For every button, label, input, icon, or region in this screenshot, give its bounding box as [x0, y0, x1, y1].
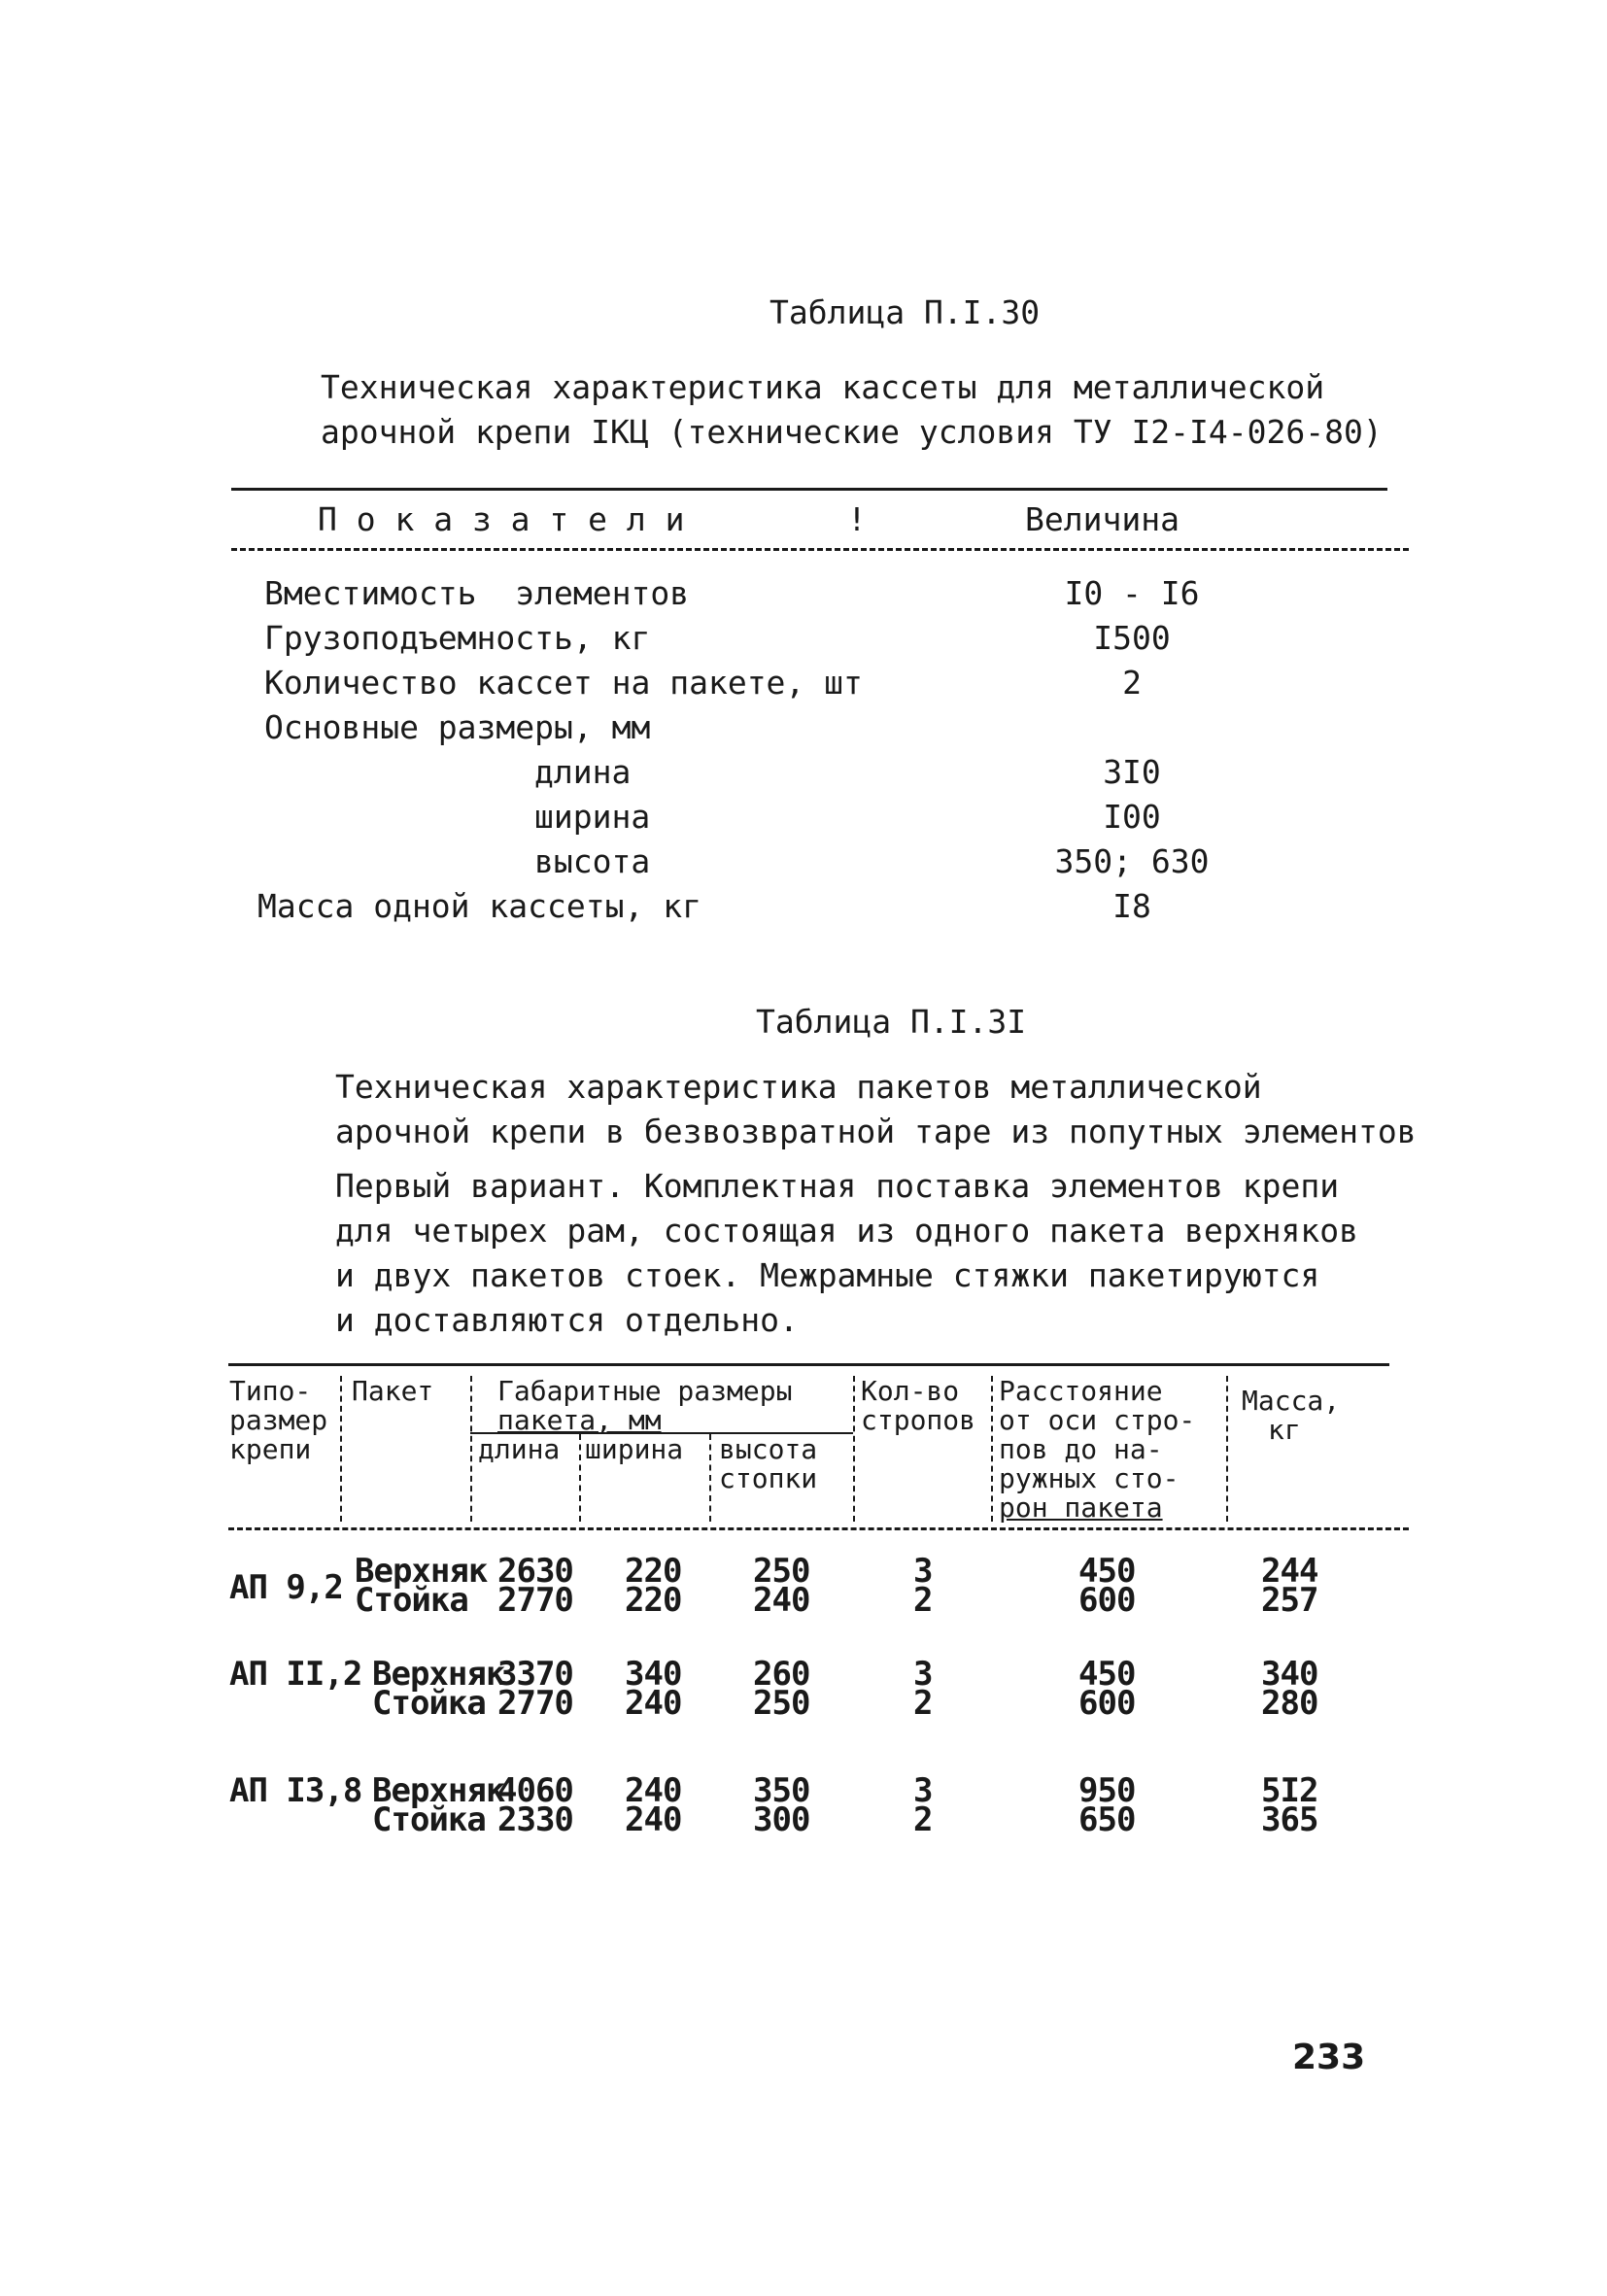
table2-slings: 3	[913, 1771, 933, 1810]
table2-header-size-3: крепи	[229, 1433, 312, 1465]
table2-width: 340	[625, 1655, 682, 1694]
table2-title: Таблица П.I.3I	[756, 1003, 1027, 1041]
table1-top-rule	[231, 488, 1387, 491]
table2-height: 260	[753, 1655, 810, 1694]
table1-row-label: высота	[534, 842, 651, 880]
table2-height: 350	[753, 1771, 810, 1810]
table2-size: АП I3,8	[229, 1771, 362, 1810]
table2-distance: 600	[1078, 1581, 1136, 1620]
table2-width: 220	[625, 1552, 682, 1591]
table2-distance: 950	[1078, 1771, 1136, 1810]
table2-package: Стойка	[372, 1800, 486, 1839]
table1-row-value: I0 - I6	[1064, 574, 1200, 612]
table2-width: 240	[625, 1771, 682, 1810]
table2-height: 250	[753, 1552, 810, 1591]
table2-top-rule	[228, 1363, 1389, 1366]
table2-height: 250	[753, 1684, 810, 1723]
table1-caption-line2: арочной крепи IКЦ (технические условия ТУ I2-I4-026-80)	[321, 413, 1383, 451]
table2-slings: 2	[913, 1581, 933, 1620]
table2-note-line: для четырех рам, состоящая из одного пакета верхняков	[335, 1212, 1358, 1250]
table2-mass: 257	[1261, 1581, 1318, 1620]
table2-header-height-2: стопки	[719, 1462, 818, 1494]
table1-header-value: Величина	[1025, 500, 1180, 538]
table1-row-value: 350; 630	[1054, 842, 1210, 880]
table1-row-label: ширина	[534, 798, 651, 836]
table2-subheader-rule	[470, 1432, 853, 1434]
page-number: 233	[1292, 2038, 1366, 2077]
table1-caption-line1: Техническая характеристика кассеты для металлической	[321, 368, 1325, 406]
table2-col-divider	[709, 1434, 711, 1522]
table2-length: 2630	[497, 1552, 573, 1591]
table2-mass: 244	[1261, 1552, 1318, 1591]
table2-header-slings-1: Кол-во	[861, 1375, 960, 1407]
table2-header-distance-2: от оси стро-	[999, 1404, 1196, 1436]
table2-slings: 2	[913, 1800, 933, 1839]
table2-col-divider	[853, 1376, 855, 1522]
table2-length: 3370	[497, 1655, 573, 1694]
table2-mass: 5I2	[1261, 1771, 1318, 1810]
table2-header-length: длина	[478, 1433, 561, 1465]
table2-width: 220	[625, 1581, 682, 1620]
table1-row-value: 3I0	[1103, 753, 1161, 791]
table2-mass: 280	[1261, 1684, 1318, 1723]
table2-distance: 450	[1078, 1655, 1136, 1694]
table2-mass: 365	[1261, 1800, 1318, 1839]
table1-header-separator: !	[847, 500, 867, 538]
table1-row-label: Грузоподъемность, кг	[264, 619, 651, 657]
table1-header-rule	[231, 548, 1409, 551]
table1-row-value: I500	[1093, 619, 1171, 657]
table2-note-line: Первый вариант. Комплектная поставка элементов крепи	[335, 1167, 1340, 1205]
table2-size: АП 9,2	[229, 1568, 343, 1607]
table2-caption-line1: Техническая характеристика пакетов металлической	[335, 1068, 1262, 1106]
table2-package: Верхняк	[372, 1771, 505, 1810]
table2-length: 4060	[497, 1771, 573, 1810]
table2-header-slings-2: стропов	[861, 1404, 976, 1436]
table2-note-line: и двух пакетов стоек. Межрамные стяжки пакетируются	[335, 1256, 1320, 1294]
table1-row-label: Количество кассет на пакете, шт	[264, 664, 863, 702]
table2-width: 240	[625, 1800, 682, 1839]
table2-slings: 2	[913, 1684, 933, 1723]
table1-row-value: I8	[1112, 887, 1151, 925]
table1-row-label: Вместимость элементов	[264, 574, 690, 612]
table1-title: Таблица П.I.30	[769, 293, 1041, 331]
table1-row-label: Масса одной кассеты, кг	[257, 887, 701, 925]
table2-header-mass-1: Масса,	[1242, 1385, 1341, 1417]
table2-header-distance-3: пов до на-	[999, 1433, 1163, 1465]
table2-caption-line2: арочной крепи в безвозвратной таре из попутных элементов	[335, 1113, 1417, 1150]
table2-header-package: Пакет	[352, 1375, 434, 1407]
table2-distance: 650	[1078, 1800, 1136, 1839]
table2-size: АП II,2	[229, 1655, 362, 1694]
table2-header-size-2: размер	[229, 1404, 328, 1436]
table2-slings: 3	[913, 1552, 933, 1591]
table2-header-distance-5: рон пакета	[999, 1491, 1163, 1524]
table2-package: Стойка	[355, 1581, 468, 1620]
table2-length: 2770	[497, 1684, 573, 1723]
table2-header-height-1: высота	[719, 1433, 818, 1465]
table2-slings: 3	[913, 1655, 933, 1694]
table2-col-divider	[991, 1376, 993, 1522]
table1-row-label: Основные размеры, мм	[264, 708, 651, 746]
table2-length: 2330	[497, 1800, 573, 1839]
table1-row-value: I00	[1103, 798, 1161, 836]
table1-header-params: П о к а з а т е л и	[318, 500, 685, 538]
table2-height: 300	[753, 1800, 810, 1839]
table2-length: 2770	[497, 1581, 573, 1620]
table2-header-dimensions-sub: пакета, мм	[497, 1404, 662, 1436]
table2-height: 240	[753, 1581, 810, 1620]
table1-row-label: длина	[534, 753, 632, 791]
table2-col-divider	[340, 1376, 342, 1522]
table2-package: Верхняк	[372, 1655, 505, 1694]
table2-col-divider	[1226, 1376, 1228, 1522]
table2-distance: 600	[1078, 1684, 1136, 1723]
table2-width: 240	[625, 1684, 682, 1723]
table2-header-distance-4: ружных сто-	[999, 1462, 1180, 1494]
table2-col-divider	[470, 1376, 472, 1522]
table2-header-width: ширина	[585, 1433, 684, 1465]
table1-row-value: 2	[1122, 664, 1142, 702]
table2-package: Стойка	[372, 1684, 486, 1723]
table2-mass: 340	[1261, 1655, 1318, 1694]
table2-header-size-1: Типо-	[229, 1375, 312, 1407]
table2-header-dimensions: Габаритные размеры	[497, 1375, 793, 1407]
table2-header-distance-1: Расстояние	[999, 1375, 1163, 1407]
table2-col-divider	[579, 1434, 581, 1522]
table2-distance: 450	[1078, 1552, 1136, 1591]
table2-note-line: и доставляются отдельно.	[335, 1301, 799, 1339]
table2-package: Верхняк	[355, 1552, 488, 1591]
table2-header-rule	[228, 1527, 1409, 1530]
table2-header-mass-2: кг	[1268, 1414, 1301, 1446]
